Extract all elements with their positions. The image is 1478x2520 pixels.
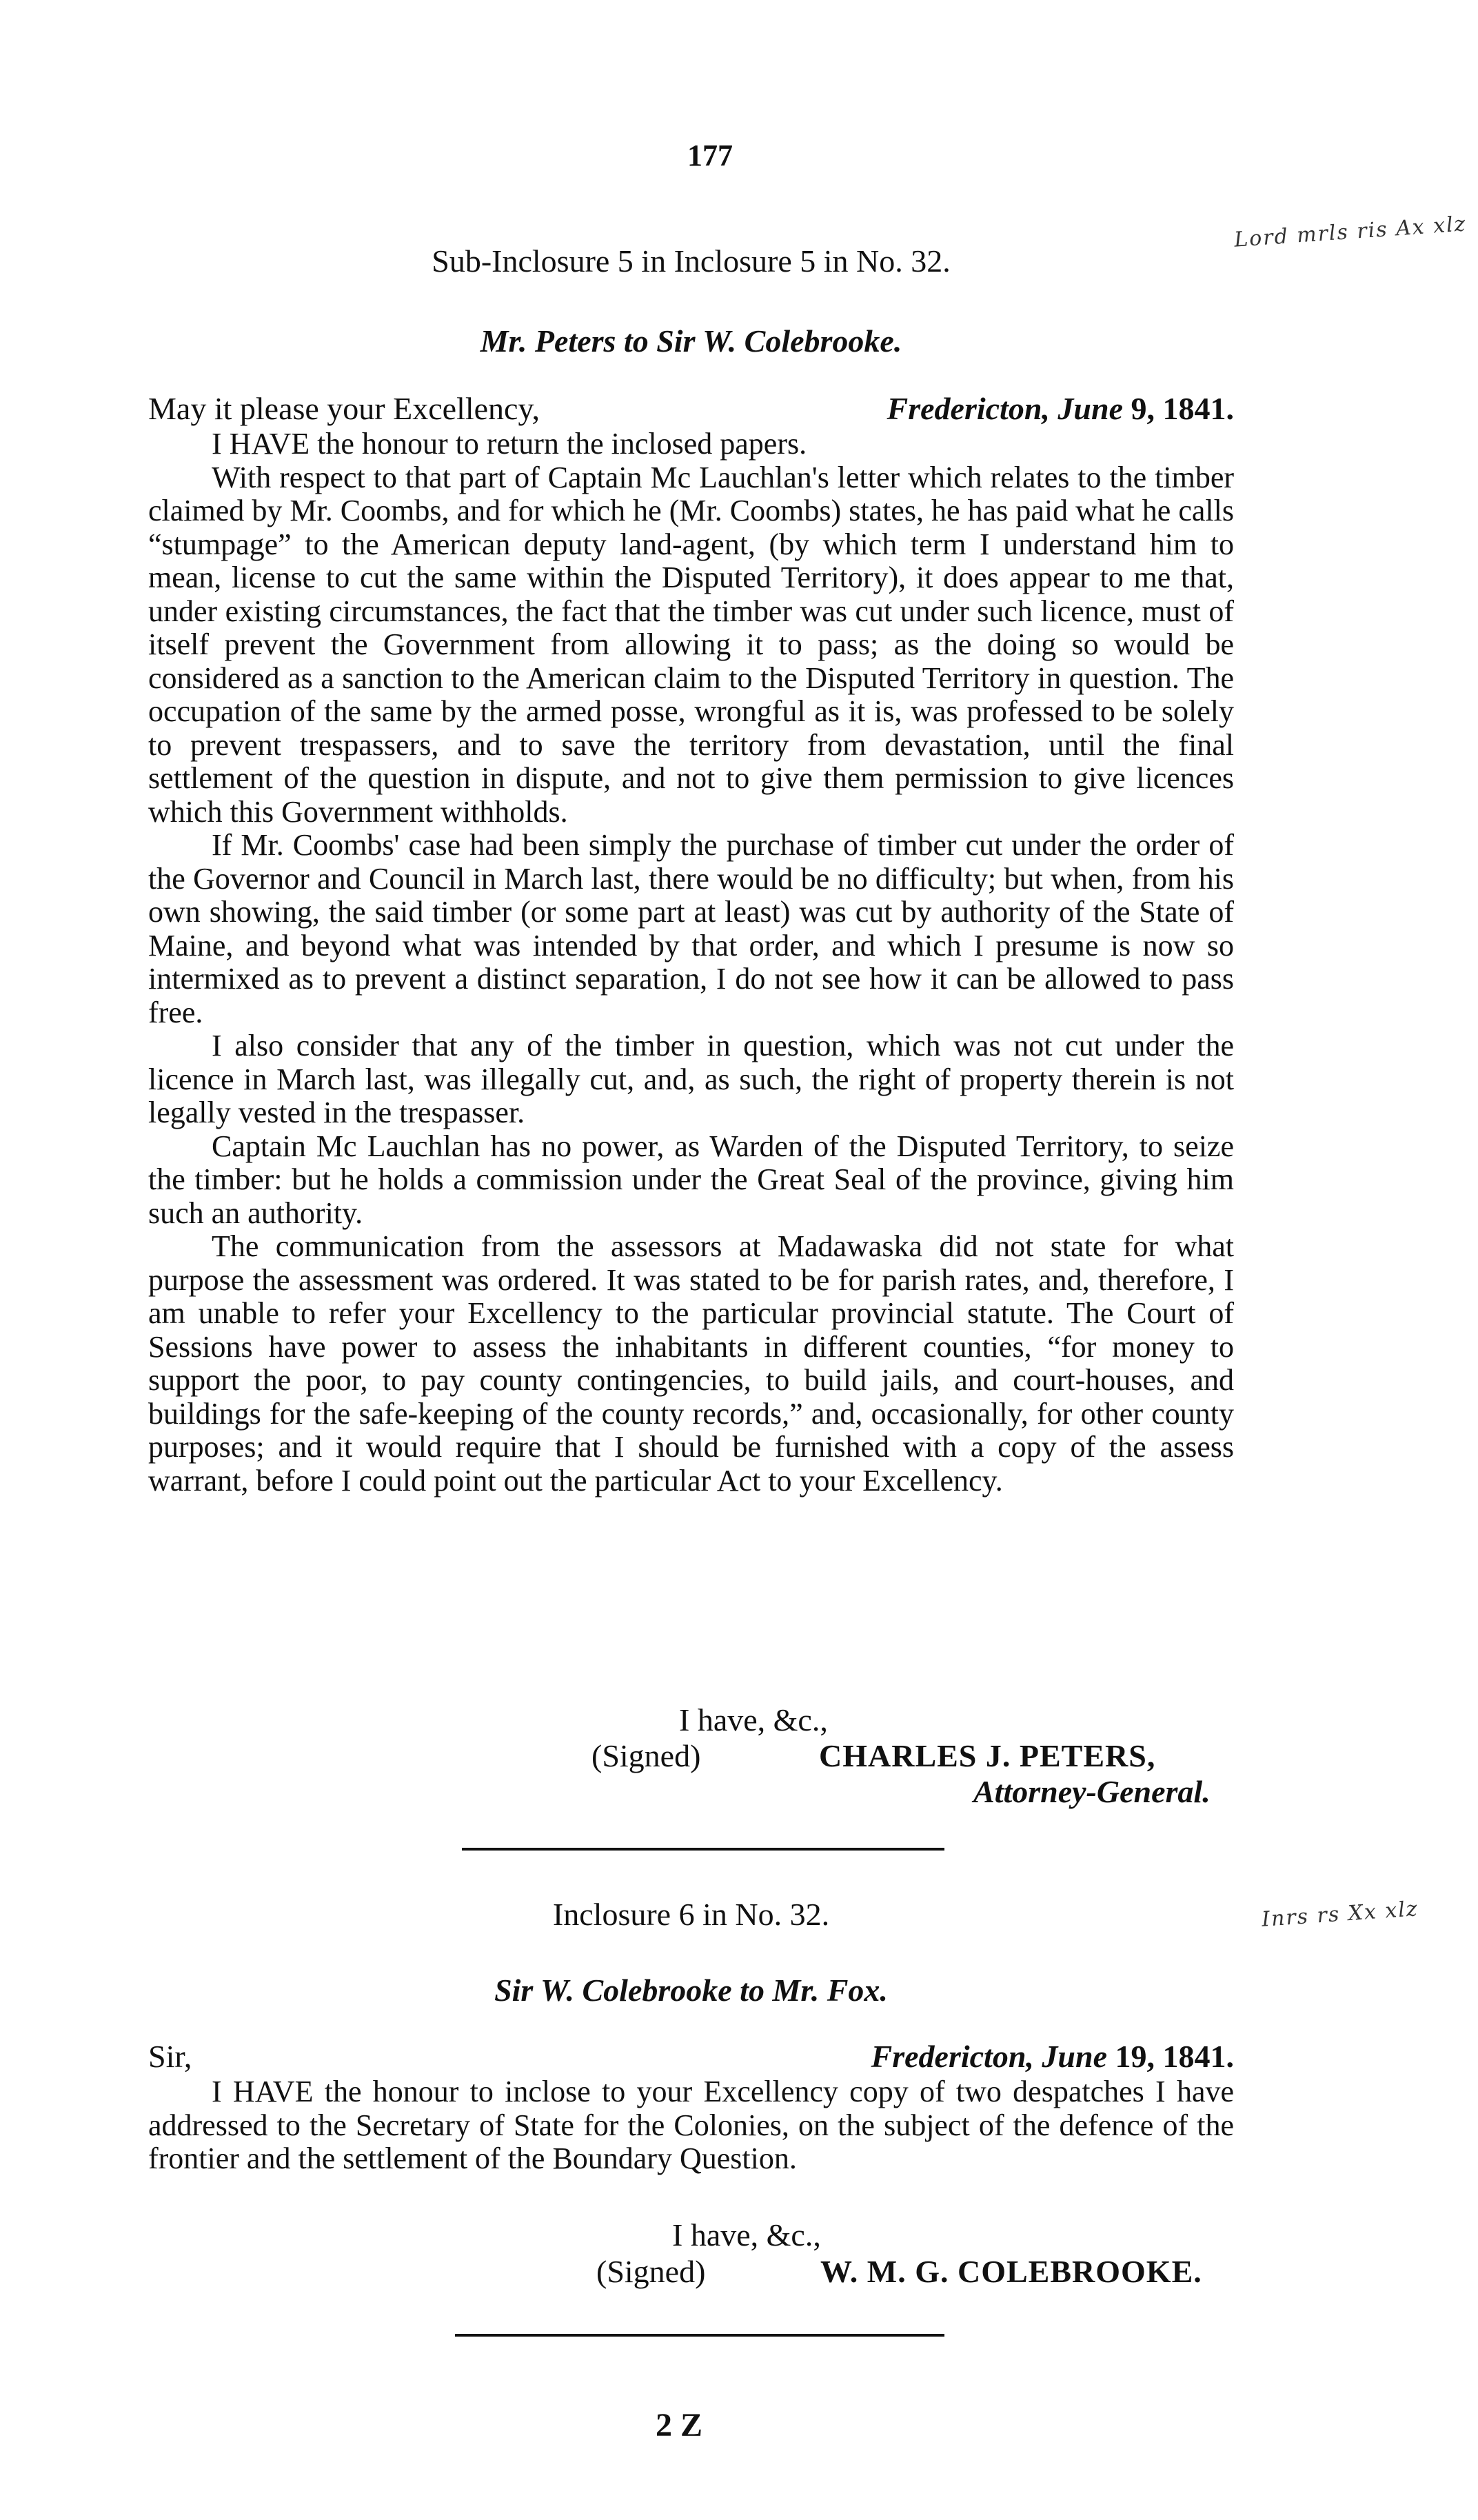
paragraph: With respect to that part of Captain Mc Lauchlan's letter which relates to the timber claimed by Mr. Coombs, and for which he (Mr. Coombs) states, he has paid what he calls “stumpage” to the American deputy land-agent, (by which term I understand him to mean, license to cut the same within the Disputed Territory), it does appear to me that, under existing circumstances, the fact that the timber was cut under such licence, must of itself prevent the Government from allowing it to pass; as the doing so would be considered as a sanction to the American claim to the Disputed Territory in question. The occupation of the same by the armed posse, wrongful as it is, was professed to be solely to prevent trespassers, and to save the territory from devastation, until the final settlement of the question in dispute, and not to give them permission to give licences which this Government withholds. (148, 460, 1234, 829)
place-date-text: Fredericton, June (887, 391, 1123, 426)
date-day: 9, 1841. (1131, 391, 1234, 426)
divider (455, 2334, 944, 2337)
letter-title: Mr. Peters to Sir W. Colebrooke. (480, 323, 902, 359)
paragraph: I HAVE the honour to inclose to your Excellency copy of two despatches I have addressed to the Secretary of State for the Colonies, on the subject of the defence of the frontier and the settlement of the Boundary Question. (148, 2075, 1234, 2175)
letter-body (148, 427, 1234, 1498)
paragraph: The communication from the assessors at Madawaska did not state for what purpose the assessment was ordered. It was stated to be for parish rates, and, therefore, I am unable to refer your Excellency to the particular provincial statute. The Court of Sessions have power to assess the inhabitants in different counties, “for money to support the poor, to pay county contingencies, to build jails, and court-houses, and buildings for the safe-keeping of the county records,” and, occasionally, for other county purposes; and it would require that I should be furnished with a copy of the assess warrant, before I could point out the particular Act to your Excellency. (148, 1229, 1234, 1498)
paragraph: Captain Mc Lauchlan has no power, as Warden of the Disputed Territory, to seize the timber: but he holds a commission under the Great Seal of the province, giving him such an authority. (148, 1129, 1234, 1230)
salutation-row (148, 390, 1234, 427)
date-day: 19, 1841. (1115, 2039, 1234, 2074)
section-heading: Inclosure 6 in No. 32. (552, 1897, 830, 1932)
salutation: May it please your Excellency, (148, 391, 540, 426)
paragraph: If Mr. Coombs' case had been simply the purchase of timber cut under the order of the Governor and Council in March last, there would be no difficulty; but when, from his own showing, the said timber (or some part at least) was cut by authority of the State of Maine, and beyond what was intended by that order, and which I presume is now so intermixed as to prevent a distinct separation, I do not see how it can be allowed to pass free. (148, 828, 1234, 1029)
handwritten-margin-note: Lord mrls ris Ax xlz (1233, 212, 1468, 252)
salutation: Sir, (148, 2039, 192, 2074)
letter-body (148, 2075, 1234, 2176)
signer-role: Attorney-General. (973, 1774, 1211, 1809)
divider (462, 1848, 944, 1851)
paragraph: I also consider that any of the timber in question, which was not cut under the licence in March last, was illegally cut, and, as such, the right of property therein is not legally vested in the trespasser. (148, 1029, 1234, 1129)
signature-mark: 2 Z (655, 2407, 702, 2443)
letter-title: Sir W. Colebrooke to Mr. Fox. (494, 1973, 888, 2008)
closing: I have, &c., (679, 1702, 828, 1737)
signed-label: (Signed) (596, 2254, 706, 2289)
signer-name: CHARLES J. PETERS, (819, 1738, 1156, 1773)
signer-name: W. M. G. COLEBROOKE. (820, 2254, 1202, 2289)
handwritten-margin-note: Inrs rs Xx xlz (1261, 1897, 1419, 1932)
closing: I have, &c., (672, 2217, 821, 2252)
page-number: 177 (687, 139, 733, 172)
place-date-text: Fredericton, June (871, 2039, 1107, 2074)
signed-label: (Signed) (591, 1738, 701, 1773)
place-date (887, 390, 1234, 427)
salutation-row (148, 2038, 1234, 2075)
paragraph: I HAVE the honour to return the inclosed papers. (212, 427, 807, 461)
place-date (871, 2038, 1234, 2075)
section-heading: Sub-Inclosure 5 in Inclosure 5 in No. 32. (432, 243, 951, 279)
